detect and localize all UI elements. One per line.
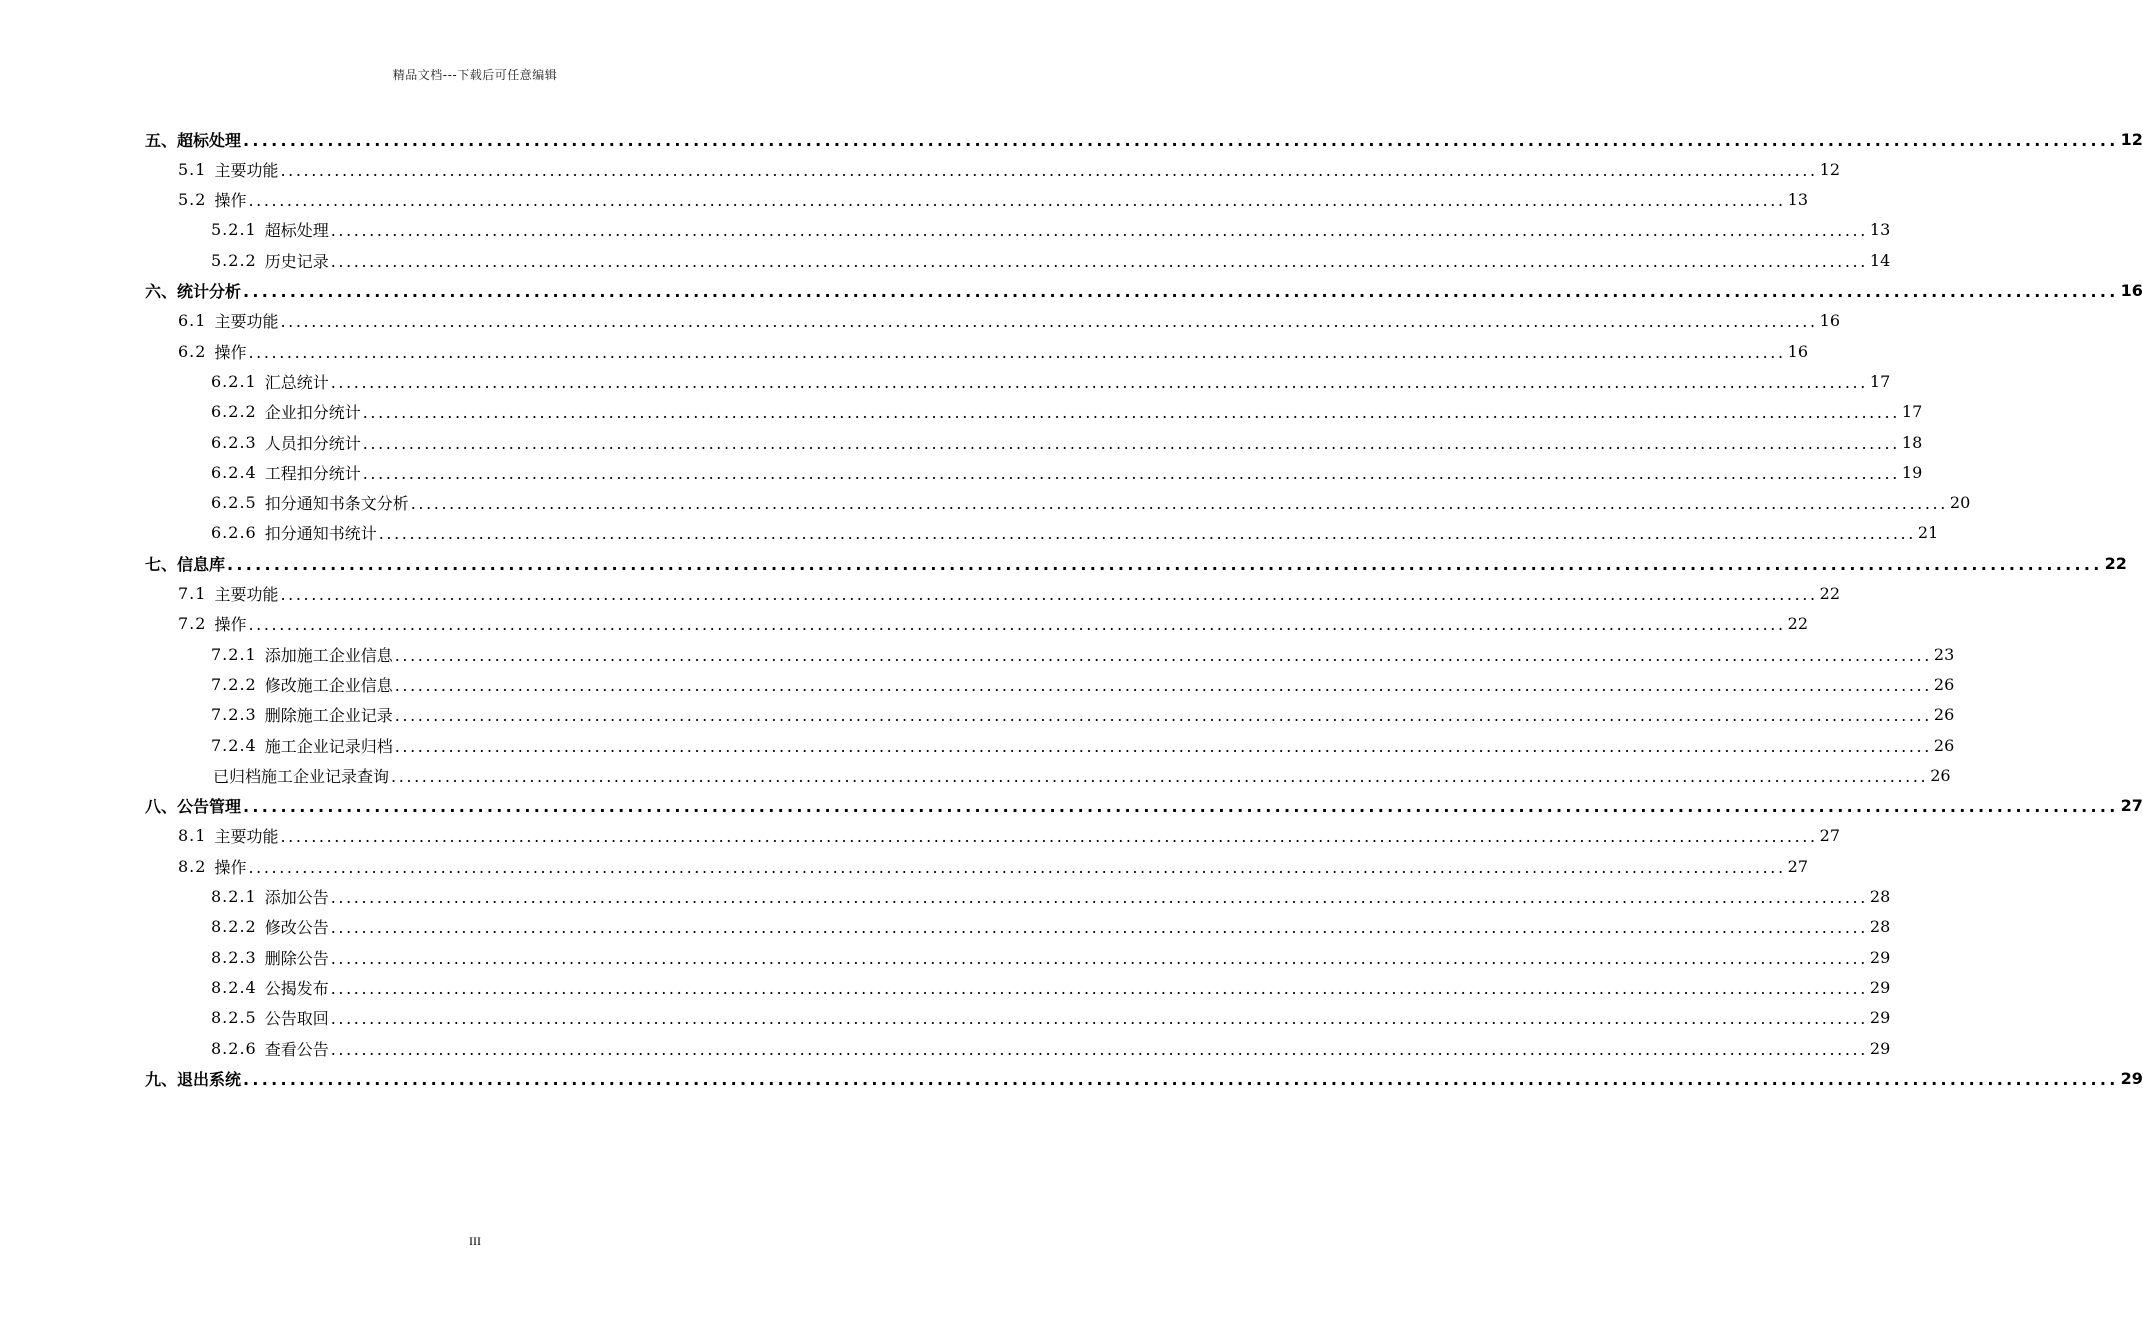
toc-dot-leader: ........................................................................................................................................................................................................ (248, 191, 1786, 211)
toc-entry-title: 超标处理 (264, 221, 329, 241)
toc-entry-number: 7.1 (178, 584, 207, 603)
toc-dot-leader: ........................................................................................................................................................................................................ (330, 221, 1868, 241)
toc-dot-leader: ........................................................................................................................................................................................................ (394, 736, 1932, 756)
toc-dot-leader: ........................................................................................................................................................................................................ (362, 403, 1900, 423)
toc-dot-leader: ........................................................................................................................................................................................................ (330, 948, 1868, 968)
toc-entry-title: 五、超标处理 (145, 130, 242, 150)
toc-entry-title: 扣分通知书条文分析 (264, 494, 409, 514)
toc-dot-leader: ........................................................................................................................................................................................................ (378, 524, 1916, 544)
toc-entry-title: 六、统计分析 (145, 282, 242, 301)
toc-entry[interactable] (145, 1063, 2143, 1093)
toc-entry-number: 6.2.5 (211, 493, 257, 513)
toc-entry[interactable] (211, 730, 1955, 760)
toc-entry-number: 8.2.3 (211, 947, 257, 967)
toc-entry-number: 5.2.1 (211, 220, 257, 240)
toc-entry-page: 17 (1901, 402, 1923, 422)
toc-dot-leader: ........................................................................................................................................................................................................ (410, 494, 1948, 514)
toc-entry-number: 8.2.6 (211, 1038, 257, 1058)
toc-dot-leader: ........................................................................................................................................................................................................ (280, 585, 1818, 604)
toc-entry[interactable] (211, 397, 1923, 427)
toc-entry[interactable] (211, 245, 1891, 275)
toc-dot-leader: ........................................................................................................................................................................................................ (330, 251, 1868, 271)
toc-entry[interactable] (178, 821, 1841, 851)
toc-entry-number: 5.1 (178, 159, 207, 179)
toc-dot-leader: ........................................................................................................................................................................................................ (227, 554, 2103, 574)
toc-entry-title: 主要功能 (214, 827, 279, 847)
toc-entry-page: 16 (1787, 341, 1809, 361)
toc-dot-leader: ........................................................................................................................................................................................................ (243, 797, 2119, 817)
toc-entry[interactable] (211, 457, 1923, 487)
toc-entry-page: 27 (2120, 796, 2143, 816)
toc-entry-title: 查看公告 (264, 1039, 329, 1059)
toc-dot-leader: ........................................................................................................................................................................................................ (330, 372, 1868, 392)
toc-dot-leader: ........................................................................................................................................................................................................ (330, 978, 1868, 998)
toc-entry-number: 8.2.1 (211, 887, 257, 906)
toc-entry[interactable] (211, 488, 1971, 518)
toc-dot-leader: ........................................................................................................................................................................................................ (243, 130, 2119, 150)
toc-entry-title: 修改公告 (264, 918, 329, 938)
toc-entry-page: 27 (1787, 856, 1809, 876)
toc-dot-leader: ........................................................................................................................................................................................................ (243, 1069, 2119, 1089)
toc-entry-title: 扣分通知书统计 (264, 524, 377, 544)
toc-entry-page: 28 (1869, 887, 1891, 906)
toc-entry-number: 7.2.1 (211, 644, 257, 664)
toc-entry-title: 删除公告 (264, 948, 329, 968)
toc-dot-leader: ........................................................................................................................................................................................................ (248, 615, 1786, 635)
toc-entry[interactable] (211, 882, 1891, 912)
toc-entry[interactable] (178, 336, 1809, 366)
toc-entry-page: 22 (1819, 584, 1841, 603)
toc-entry-title: 公揭发布 (264, 978, 329, 998)
toc-entry-title: 操作 (214, 615, 247, 635)
toc-entry-number: 6.2.1 (211, 371, 257, 391)
toc-entry-page: 12 (2120, 129, 2143, 149)
toc-entry-number: 5.2.2 (211, 250, 257, 270)
toc-entry-title: 主要功能 (214, 160, 279, 180)
toc-entry[interactable] (211, 669, 1955, 699)
toc-entry[interactable] (213, 760, 1951, 790)
toc-entry-title: 修改施工企业信息 (264, 675, 393, 695)
toc-entry-title: 操作 (214, 857, 247, 877)
toc-entry[interactable] (211, 972, 1891, 1002)
toc-entry-number: 6.2.6 (211, 523, 257, 543)
toc-dot-leader: ........................................................................................................................................................................................................ (330, 1009, 1868, 1029)
toc-dot-leader: ........................................................................................................................................................................................................ (394, 706, 1932, 726)
toc-entry-title: 施工企业记录归档 (264, 736, 393, 756)
toc-entry-page: 29 (1869, 1038, 1891, 1058)
toc-entry[interactable] (211, 942, 1891, 972)
toc-entry[interactable] (178, 306, 1841, 336)
toc-entry-title: 添加施工企业信息 (264, 645, 393, 665)
toc-dot-leader: ........................................................................................................................................................................................................ (394, 675, 1932, 695)
toc-entry[interactable] (178, 609, 1809, 639)
toc-entry-title: 八、公告管理 (145, 797, 242, 817)
page-number: III (469, 1234, 481, 1248)
toc-entry-page: 14 (1869, 250, 1891, 270)
toc-entry[interactable] (211, 518, 1939, 548)
toc-entry-page: 13 (1787, 190, 1809, 210)
toc-entry-page: 29 (1869, 1008, 1891, 1028)
toc-entry-number: 6.2.4 (211, 462, 257, 482)
toc-dot-leader: ........................................................................................................................................................................................................ (330, 918, 1868, 938)
toc-dot-leader: ........................................................................................................................................................................................................ (362, 433, 1900, 453)
toc-entry-number: 8.2 (178, 856, 207, 876)
toc-entry-page: 23 (1933, 644, 1955, 664)
toc-dot-leader: ........................................................................................................................................................................................................ (248, 342, 1786, 362)
toc-entry-page: 26 (1930, 765, 1951, 785)
toc-entry[interactable] (145, 548, 2127, 578)
toc-entry-title: 汇总统计 (264, 372, 329, 392)
toc-entry-page: 21 (1917, 523, 1939, 543)
toc-entry-number: 6.2.3 (211, 432, 257, 452)
toc-entry-page: 18 (1901, 432, 1923, 452)
toc-entry-page: 13 (1869, 220, 1891, 240)
toc-entry-page: 27 (1819, 826, 1841, 846)
toc-dot-leader: ........................................................................................................................................................................................................ (362, 463, 1900, 483)
toc-dot-leader: ........................................................................................................................................................................................................ (394, 645, 1932, 665)
toc-entry-number: 8.1 (178, 826, 207, 846)
toc-entry-number: 7.2.4 (211, 735, 257, 755)
toc-dot-leader: ........................................................................................................................................................................................................ (243, 282, 2119, 301)
toc-entry-page: 16 (1819, 311, 1841, 331)
toc-dot-leader: ........................................................................................................................................................................................................ (280, 312, 1818, 332)
toc-entry[interactable] (145, 124, 2143, 154)
toc-dot-leader: ........................................................................................................................................................................................................ (248, 857, 1786, 877)
toc-entry-page: 29 (2120, 1068, 2143, 1088)
toc-entry-title: 主要功能 (214, 585, 279, 604)
toc-entry-title: 企业扣分统计 (264, 403, 361, 423)
toc-entry-title: 操作 (214, 342, 247, 362)
toc-entry-page: 12 (1819, 159, 1841, 179)
toc-entry-page: 29 (1869, 977, 1891, 997)
toc-entry-page: 16 (2120, 281, 2143, 300)
toc-entry-title: 已归档施工企业记录查询 (213, 766, 390, 786)
toc-entry-number: 8.2.4 (211, 977, 257, 997)
toc-entry[interactable] (211, 912, 1891, 942)
toc-entry-number: 7.2.2 (211, 674, 257, 694)
page-header: 精品文档---下载后可任意编辑 (392, 68, 558, 82)
toc-entry-number: 6.2.2 (211, 402, 257, 422)
toc-entry-number: 7.2 (178, 614, 207, 634)
toc-entry-number: 6.1 (178, 311, 207, 331)
toc-dot-leader: ........................................................................................................................................................................................................ (330, 1039, 1868, 1059)
toc-entry[interactable] (178, 154, 1841, 184)
toc-entry[interactable] (211, 700, 1955, 730)
toc-entry[interactable] (211, 1003, 1891, 1033)
toc-entry-page: 26 (1933, 674, 1955, 694)
toc-entry-number: 8.2.2 (211, 917, 257, 937)
toc-entry-title: 九、退出系统 (145, 1069, 242, 1089)
toc-entry[interactable] (211, 1033, 1891, 1063)
toc-entry[interactable] (211, 366, 1891, 396)
toc-entry[interactable] (211, 427, 1923, 457)
toc-entry-page: 20 (1949, 493, 1971, 513)
toc-entry-page: 26 (1933, 705, 1955, 725)
toc-entry-page: 26 (1933, 735, 1955, 755)
toc-entry[interactable] (145, 791, 2143, 821)
toc-dot-leader: ........................................................................................................................................................................................................ (391, 766, 1929, 786)
toc-entry-page: 22 (2104, 553, 2127, 573)
toc-entry[interactable] (145, 276, 2143, 306)
toc-entry-title: 删除施工企业记录 (264, 706, 393, 726)
toc-entry-title: 公告取回 (264, 1009, 329, 1029)
toc-entry-page: 19 (1901, 462, 1923, 482)
toc-entry-number: 7.2.3 (211, 705, 257, 725)
toc-entry-page: 28 (1869, 917, 1891, 937)
toc-dot-leader: ........................................................................................................................................................................................................ (330, 888, 1868, 907)
toc-entry-title: 历史记录 (264, 251, 329, 271)
toc-entry[interactable] (178, 851, 1809, 881)
toc-entry-number: 5.2 (178, 190, 207, 210)
toc-entry-title: 七、信息库 (145, 554, 226, 574)
toc-entry[interactable] (211, 215, 1891, 245)
toc-entry-page: 22 (1787, 614, 1809, 634)
toc-entry-title: 操作 (214, 191, 247, 211)
toc-entry-page: 29 (1869, 947, 1891, 967)
toc-dot-leader: ........................................................................................................................................................................................................ (280, 827, 1818, 847)
toc-entry[interactable] (178, 579, 1841, 609)
toc-entry-title: 添加公告 (264, 888, 329, 907)
toc-entry-title: 主要功能 (214, 312, 279, 332)
toc-entry-title: 工程扣分统计 (264, 463, 361, 483)
toc-entry-number: 8.2.5 (211, 1008, 257, 1028)
toc-entry-number: 6.2 (178, 341, 207, 361)
toc-entry[interactable] (211, 639, 1955, 669)
toc-dot-leader: ........................................................................................................................................................................................................ (280, 160, 1818, 180)
toc-entry-page: 17 (1869, 371, 1891, 391)
toc-entry-title: 人员扣分统计 (264, 433, 361, 453)
toc-entry[interactable] (178, 185, 1809, 215)
